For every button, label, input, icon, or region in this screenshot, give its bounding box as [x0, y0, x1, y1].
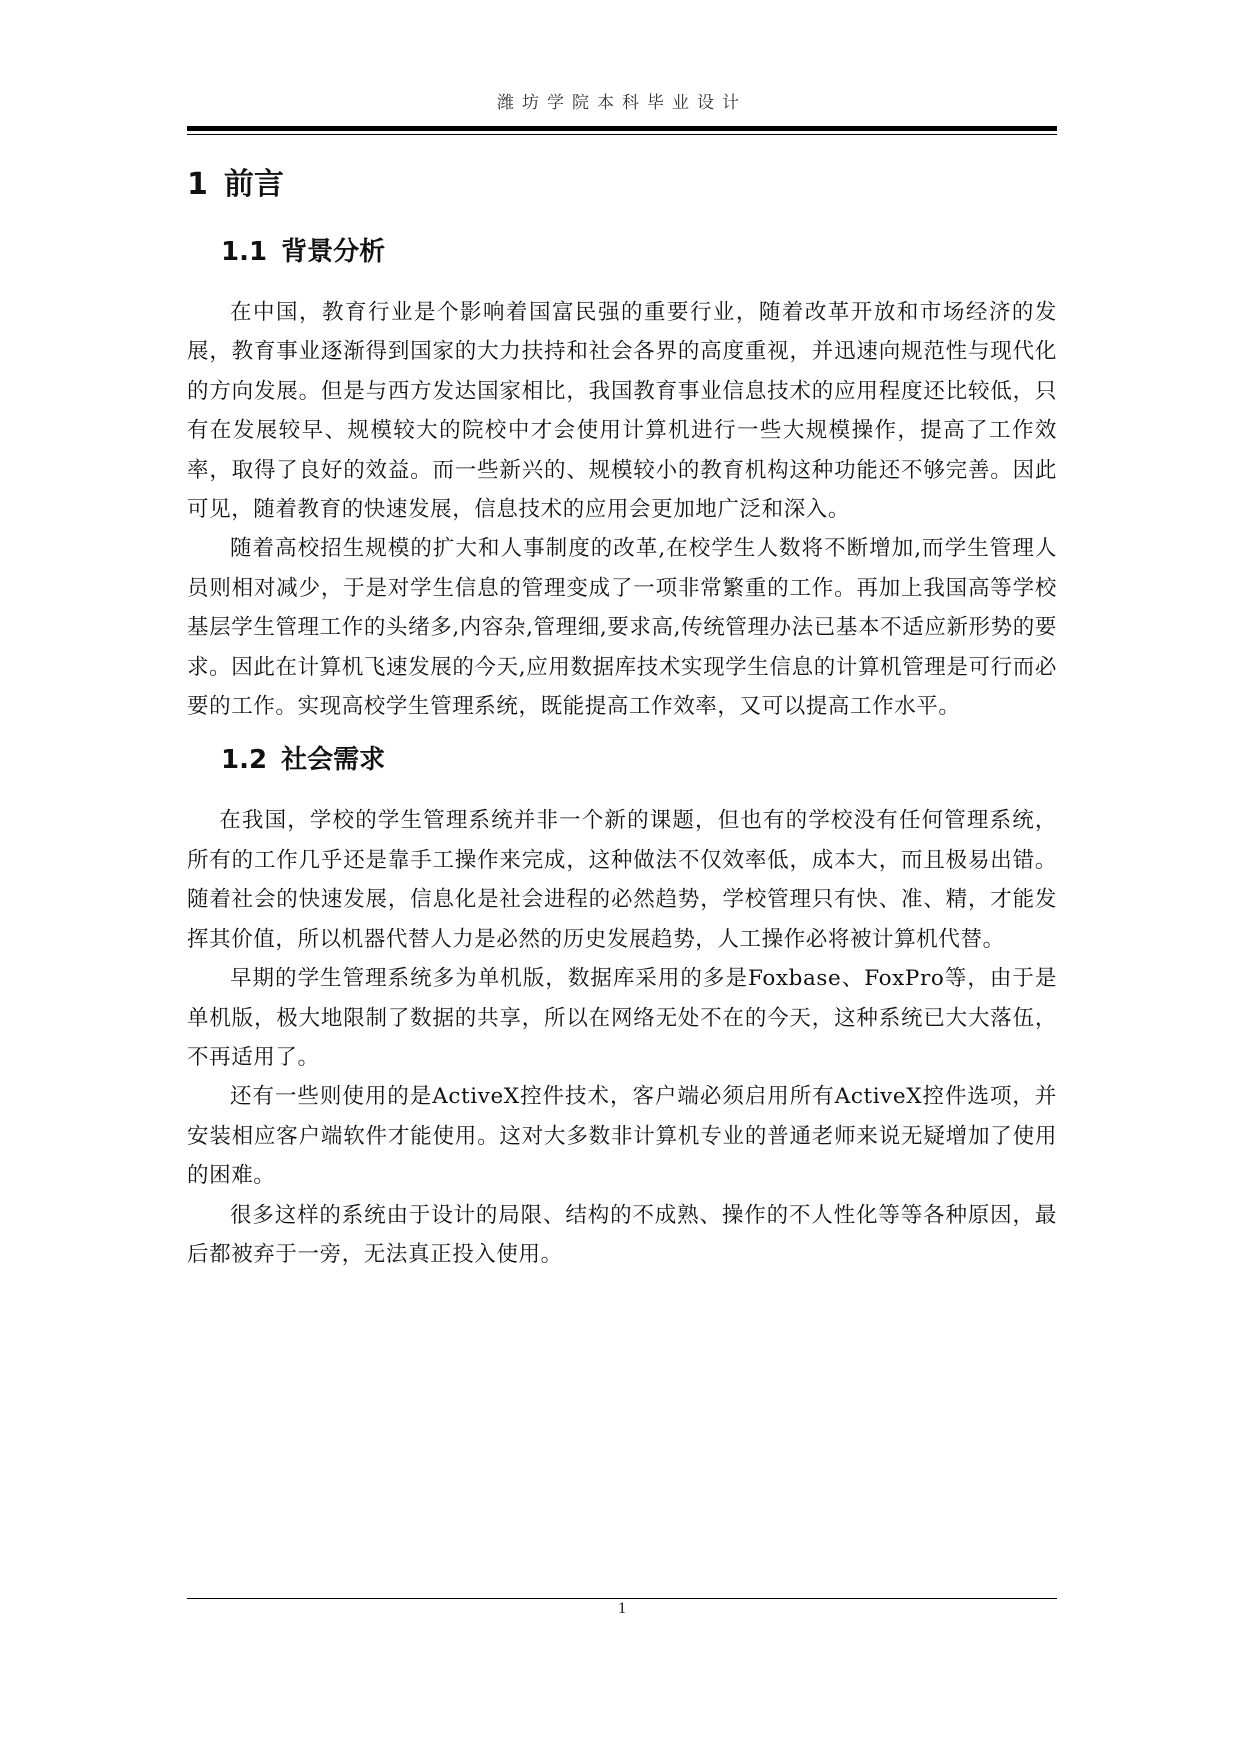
header-rule-thick: [187, 126, 1057, 131]
section-title: 社会需求: [281, 745, 386, 776]
paragraph: 在中国，教育行业是个影响着国富民强的重要行业，随着改革开放和市场经济的发展，教育事业逐渐得到国家的大力扶持和社会各界的高度重视，并迅速向规范性与现代化的方向发展。但是与西方发达国家相比，我国教育事业信息技术的应用程度还比较低，只有在发展较早、规模较大的院校中才会使用计算机进行一些大规模操作，提高了工作效率，取得了良好的效益。而一些新兴的、规模较小的教育机构这种功能还不够完善。因此可见，随着教育的快速发展，信息技术的应用会更加地广泛和深入。: [187, 300, 1057, 523]
paragraph: 很多这样的系统由于设计的局限、结构的不成熟、操作的不人性化等等各种原因，最后都被弃于一旁，无法真正投入使用。: [187, 1202, 1057, 1267]
paragraph: 早期的学生管理系统多为单机版，数据库采用的多是Foxbase、FoxPro等，由于是单机版，极大地限制了数据的共享，所以在网络无处不在的今天，这种系统已大大落伍，不再适用了。: [187, 966, 1057, 1070]
footer-rule: [187, 1598, 1057, 1599]
paragraph: 还有一些则使用的是ActiveX控件技术，客户端必须启用所有ActiveX控件选项，并安装相应客户端软件才能使用。这对大多数非计算机专业的普通老师来说无疑增加了使用的困难。: [187, 1084, 1057, 1189]
section-gap: [187, 726, 1057, 738]
section-heading-background: [221, 230, 1057, 274]
section-heading-social-demand: [221, 738, 1057, 782]
running-header: 潍坊学院本科毕业设计: [497, 93, 747, 113]
chapter-title: 前言: [223, 167, 284, 202]
paragraph: 在我国，学校的学生管理系统并非一个新的课题，但也有的学校没有任何管理系统，所有的工作几乎还是靠手工操作来完成，这种做法不仅效率低，成本大，而且极易出错。随着社会的快速发展，信息化是社会进程的必然趋势，学校管理只有快、准、精，才能发挥其价值，所以机器代替人力是必然的历史发展趋势，人工操作必将被计算机代替。: [187, 808, 1057, 952]
section-number: 1.2: [221, 745, 268, 776]
header-rule-thin: [187, 134, 1057, 135]
chapter-number: 1: [187, 167, 208, 202]
paragraph: 随着高校招生规模的扩大和人事制度的改革,在校学生人数将不断增加,而学生管理人员则相对减少，于是对学生信息的管理变成了一项非常繁重的工作。再加上我国高等学校基层学生管理工作的头绪多,内容杂,管理细,要求高,传统管理办法已基本不适应新形势的要求。因此在计算机飞速发展的今天,应用数据库技术实现学生信息的计算机管理是可行而必要的工作。实现高校学生管理系统，既能提高工作效率，又可以提高工作水平。: [187, 536, 1057, 720]
chapter-heading: [187, 163, 1057, 207]
section-title: 背景分析: [281, 237, 386, 267]
section-number: 1.1: [221, 237, 268, 267]
page-number: 1: [618, 1600, 626, 1617]
document-body: [187, 163, 1057, 1274]
